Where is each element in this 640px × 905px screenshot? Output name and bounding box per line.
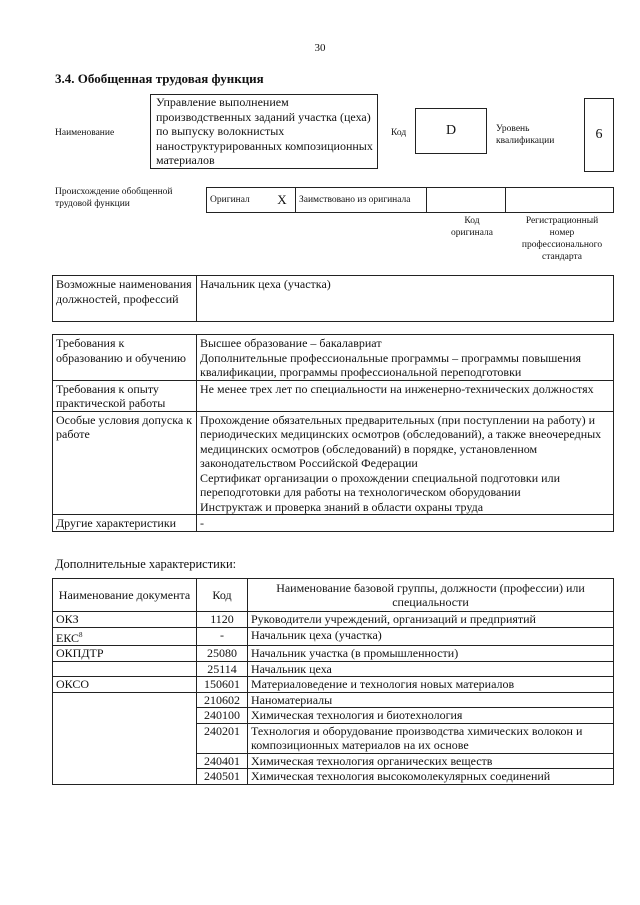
reg-number-caption <box>510 215 614 263</box>
requirement-row <box>53 335 614 381</box>
additional-row <box>53 769 614 785</box>
requirement-line: Прохождение обязательных предварительных (при поступлении на работу) и периодических медицинских осмотров (обследований), а также внеочередных медицинских осмотров (обследований) в порядке, установленном законодательством Российской Федерации <box>200 412 602 470</box>
code-original-cell <box>427 188 506 213</box>
requirement-value <box>197 411 614 515</box>
additional-header: Наименование базовой группы, должности (профессии) или специальности <box>248 579 614 612</box>
requirement-line: - <box>200 516 204 530</box>
requirement-label: Требования к опыту практической работы <box>53 380 197 411</box>
additional-code: 150601 <box>197 677 248 693</box>
positions-table <box>52 275 614 322</box>
section-title: 3.4. Обобщенная трудовая функция <box>55 71 264 86</box>
requirement-line: Сертификат организации о прохождении специальной подготовки или переподготовки для работы на технологическом оборудовании <box>200 470 561 499</box>
additional-name: Технология и оборудование производства химических волокон и композиционных материалов на их основе <box>248 723 614 753</box>
additional-doc <box>53 661 197 677</box>
origin-label <box>55 186 173 210</box>
requirement-label: Другие характеристики <box>53 515 197 532</box>
additional-name: Химическая технология органических веществ <box>248 753 614 769</box>
level-label-line2: квалификации <box>496 136 555 146</box>
additional-code: 25080 <box>197 646 248 662</box>
additional-doc <box>53 769 197 785</box>
requirement-line: Высшее образование – бакалавриат <box>200 336 382 350</box>
additional-doc: ОКПДТР <box>53 646 197 662</box>
additional-row <box>53 627 614 646</box>
requirement-label: Требования к образованию и обучению <box>53 335 197 381</box>
additional-table <box>52 578 614 785</box>
level-value-box <box>584 98 614 172</box>
positions-value: Начальник цеха (участка) <box>197 276 614 322</box>
additional-name: Химическая технология высокомолекулярных соединений <box>248 769 614 785</box>
additional-row <box>53 708 614 724</box>
name-label: Наименование <box>55 128 115 138</box>
additional-doc <box>53 753 197 769</box>
additional-row <box>53 723 614 753</box>
additional-code: - <box>197 627 248 646</box>
positions-label: Возможные наименования должностей, профессий <box>53 276 197 322</box>
additional-code: 1120 <box>197 612 248 628</box>
additional-doc <box>53 708 197 724</box>
additional-name: Руководители учреждений, организаций и предприятий <box>248 612 614 628</box>
additional-doc: ОКСО <box>53 677 197 693</box>
additional-code: 240401 <box>197 753 248 769</box>
origin-label-line1: Происхождение обобщенной <box>55 187 173 197</box>
requirement-row <box>53 380 614 411</box>
requirement-value <box>197 335 614 381</box>
additional-row <box>53 692 614 708</box>
requirement-value <box>197 515 614 532</box>
additional-row <box>53 612 614 628</box>
requirement-label: Особые условия допуска к работе <box>53 411 197 515</box>
additional-doc: ЕКС$^8$ <box>53 627 197 646</box>
requirement-row <box>53 515 614 532</box>
additional-header-row <box>53 579 614 612</box>
additional-row <box>53 646 614 662</box>
code-value-box <box>415 108 487 154</box>
additional-row <box>53 677 614 693</box>
additional-code: 240501 <box>197 769 248 785</box>
requirement-line: Дополнительные профессиональные программы – программы повышения квалификации, программы профессиональной переподготовки <box>200 350 582 379</box>
requirement-row <box>53 411 614 515</box>
additional-name: Начальник участка (в промышленности) <box>248 646 614 662</box>
reg-caption-line3: профессионального <box>521 240 603 250</box>
additional-header: Код <box>197 579 248 612</box>
original-mark: X <box>269 188 296 213</box>
origin-table <box>206 187 614 213</box>
additional-code: 240201 <box>197 723 248 753</box>
additional-code: 210602 <box>197 692 248 708</box>
original-label: Оригинал <box>207 188 270 213</box>
level-value: 6 <box>595 127 603 142</box>
additional-doc <box>53 723 197 753</box>
level-label <box>496 123 554 147</box>
name-value: Управление выполнением производственных заданий участка (цеха) по выпуску волокнистых наноструктурированных композиционных материалов <box>156 95 373 167</box>
additional-name: Начальник цеха <box>248 661 614 677</box>
reg-caption-line4: стандарта <box>542 252 582 262</box>
footnote-mark: 8 <box>79 630 83 639</box>
borrowed-label: Заимствовано из оригинала <box>296 188 427 213</box>
additional-row <box>53 661 614 677</box>
reg-caption-line2: номер <box>549 228 575 238</box>
code-label: Код <box>391 128 407 138</box>
requirement-line: Инструктаж и проверка знаний в области охраны труда <box>200 499 484 514</box>
code-original-caption-line2: оригинала <box>451 228 493 238</box>
additional-code: 25114 <box>197 661 248 677</box>
additional-code: 240100 <box>197 708 248 724</box>
additional-header: Наименование документа <box>53 579 197 612</box>
additional-row <box>53 753 614 769</box>
additional-doc: ОКЗ <box>53 612 197 628</box>
additional-doc <box>53 692 197 708</box>
reg-caption-line1: Регистрационный <box>525 216 599 226</box>
origin-label-line2: трудовой функции <box>55 199 130 209</box>
additional-name: Начальник цеха (участка) <box>248 627 614 646</box>
requirement-line: Не менее трех лет по специальности на инженерно-технических должностях <box>200 381 594 396</box>
code-value: D <box>445 123 457 138</box>
additional-name: Материаловедение и технология новых материалов <box>248 677 614 693</box>
reg-number-cell <box>506 188 614 213</box>
additional-title: Дополнительные характеристики: <box>55 557 237 571</box>
requirements-table <box>52 334 614 532</box>
page-number: 30 <box>314 42 326 54</box>
additional-name: Наноматериалы <box>248 692 614 708</box>
name-value-box <box>150 94 378 169</box>
level-label-line1: Уровень <box>496 124 530 134</box>
additional-name: Химическая технология и биотехнология <box>248 708 614 724</box>
code-original-caption-line1: Код <box>464 216 480 226</box>
code-original-caption <box>432 215 512 239</box>
requirement-value <box>197 380 614 411</box>
